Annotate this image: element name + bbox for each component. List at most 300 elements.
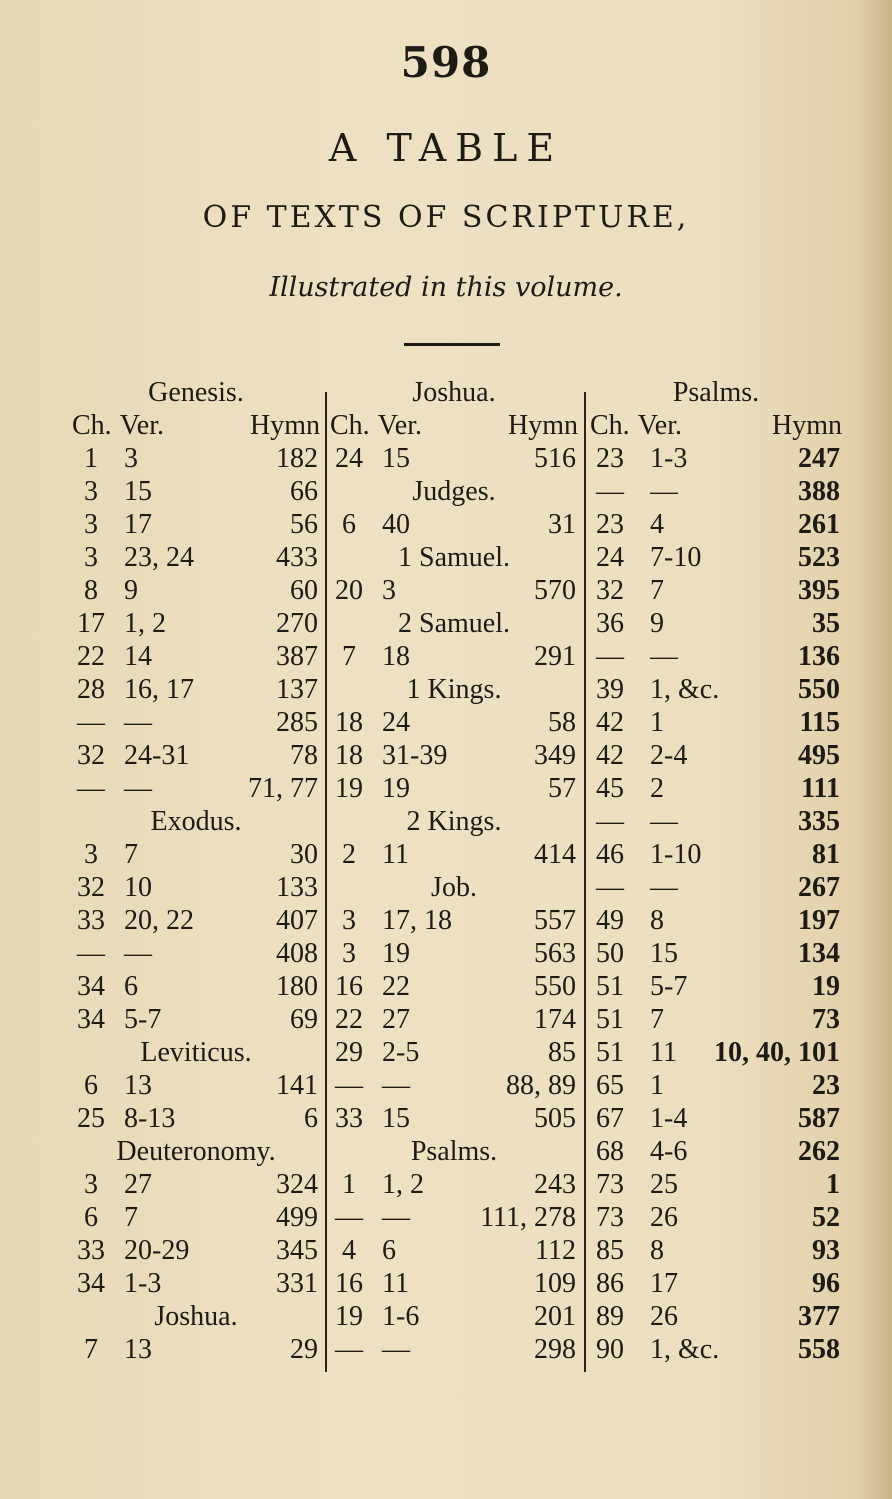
hymn-cell: 285 — [276, 707, 318, 738]
table-row — [590, 871, 842, 904]
chapter-cell: 32 — [77, 740, 105, 771]
hymn-cell: 550 — [534, 971, 576, 1002]
verse-cell: 15 — [124, 476, 152, 507]
hymn-cell: 111, 278 — [480, 1202, 576, 1233]
table-row — [590, 1003, 842, 1036]
book-heading: Leviticus. — [140, 1037, 252, 1068]
hymn-cell: 433 — [276, 542, 318, 573]
table-row — [590, 640, 842, 673]
verse-cell: 31-39 — [382, 740, 448, 771]
chapter-cell: 3 — [342, 938, 356, 969]
chapter-cell: 1 — [342, 1169, 356, 1200]
hymn-cell: 495 — [798, 740, 840, 771]
chapter-cell: 45 — [596, 773, 624, 804]
chapter-cell: 29 — [335, 1037, 363, 1068]
chapter-cell: 8 — [84, 575, 98, 606]
hymn-header: Hymn — [772, 410, 842, 441]
chapter-cell: 32 — [596, 575, 624, 606]
verse-cell: 9 — [124, 575, 138, 606]
hymn-cell: 29 — [290, 1334, 318, 1365]
hymn-cell: 261 — [798, 509, 840, 540]
column-divider — [584, 392, 586, 1372]
chapter-cell: 3 — [84, 509, 98, 540]
verse-cell: 1, 2 — [124, 608, 166, 639]
book-heading: Exodus. — [150, 806, 242, 837]
table-row — [590, 574, 842, 607]
chapter-cell: 65 — [596, 1070, 624, 1101]
verse-cell: 15 — [382, 443, 410, 474]
chapter-cell: 3 — [84, 476, 98, 507]
verse-cell: 7-10 — [650, 542, 702, 573]
verse-cell: 5-7 — [650, 971, 688, 1002]
chapter-cell: 24 — [596, 542, 624, 573]
chapter-cell: 6 — [84, 1202, 98, 1233]
book-heading: Deuteronomy. — [116, 1136, 276, 1167]
table-row — [590, 1069, 842, 1102]
verse-cell: 1 — [650, 1070, 664, 1101]
hymn-cell: 298 — [534, 1334, 576, 1365]
table-row — [330, 1036, 578, 1069]
verse-cell: 8 — [650, 1235, 664, 1266]
hymn-cell: 324 — [276, 1169, 318, 1200]
verse-cell: 26 — [650, 1301, 678, 1332]
page-caption: Illustrated in this volume. — [269, 272, 623, 303]
table-row — [330, 739, 578, 772]
verse-cell: — — [650, 476, 678, 507]
chapter-cell: 20 — [335, 575, 363, 606]
verse-cell: 7 — [650, 1004, 664, 1035]
table-row — [330, 1102, 578, 1135]
chapter-cell: 3 — [84, 1169, 98, 1200]
table-row — [590, 1102, 842, 1135]
verse-cell: 1 — [650, 707, 664, 738]
chapter-cell: — — [77, 938, 105, 969]
verse-cell: 23, 24 — [124, 542, 194, 573]
verse-cell: 19 — [382, 938, 410, 969]
verse-cell: 18 — [382, 641, 410, 672]
verse-cell: — — [650, 806, 678, 837]
hymn-cell: 30 — [290, 839, 318, 870]
chapter-cell: — — [596, 872, 624, 903]
verse-cell: — — [382, 1334, 410, 1365]
hymn-cell: 19 — [812, 971, 840, 1002]
book-heading: 1 Samuel. — [398, 542, 510, 573]
chapter-cell: 25 — [77, 1103, 105, 1134]
hymn-cell: 60 — [290, 575, 318, 606]
chapter-cell: — — [596, 641, 624, 672]
hymn-cell: 81 — [812, 839, 840, 870]
table-row — [72, 706, 320, 739]
table-column-2 — [330, 376, 578, 1366]
table-row — [330, 1300, 578, 1333]
hymn-cell: 58 — [548, 707, 576, 738]
verse-header: Ver. — [377, 410, 423, 441]
chapter-cell: 51 — [596, 1037, 624, 1068]
chapter-cell: 89 — [596, 1301, 624, 1332]
title-rule — [404, 343, 500, 346]
chapter-cell: 86 — [596, 1268, 624, 1299]
chapter-cell: 18 — [335, 740, 363, 771]
column-header — [330, 409, 578, 442]
hymn-cell: 563 — [534, 938, 576, 969]
table-row — [330, 574, 578, 607]
table-row — [72, 673, 320, 706]
verse-cell: 9 — [650, 608, 664, 639]
book-heading: Joshua. — [154, 1301, 238, 1332]
hymn-cell: 414 — [534, 839, 576, 870]
chapter-cell: 19 — [335, 773, 363, 804]
verse-cell: 25 — [650, 1169, 678, 1200]
verse-cell: — — [124, 707, 152, 738]
verse-cell: 10 — [124, 872, 152, 903]
chapter-cell: 34 — [77, 971, 105, 1002]
chapter-cell: 28 — [77, 674, 105, 705]
table-column-3 — [590, 376, 842, 1366]
table-row — [72, 904, 320, 937]
verse-cell: 13 — [124, 1334, 152, 1365]
table-row — [590, 970, 842, 1003]
verse-cell: — — [650, 641, 678, 672]
table-row — [72, 739, 320, 772]
hymn-cell: 141 — [276, 1070, 318, 1101]
verse-cell: — — [124, 938, 152, 969]
verse-cell: 1-3 — [650, 443, 688, 474]
table-row — [72, 508, 320, 541]
chapter-cell: 2 — [342, 839, 356, 870]
table-row — [590, 607, 842, 640]
chapter-cell: 24 — [335, 443, 363, 474]
table-row — [330, 1333, 578, 1366]
verse-cell: 16, 17 — [124, 674, 194, 705]
page-subtitle: OF TEXTS OF SCRIPTURE, — [202, 200, 690, 235]
chapter-cell: 73 — [596, 1202, 624, 1233]
hymn-cell: 182 — [276, 443, 318, 474]
verse-cell: 14 — [124, 641, 152, 672]
verse-cell: 15 — [382, 1103, 410, 1134]
verse-cell: 1-3 — [124, 1268, 162, 1299]
table-row — [330, 706, 578, 739]
hymn-cell: 174 — [534, 1004, 576, 1035]
chapter-cell: 3 — [84, 542, 98, 573]
hymn-cell: 85 — [548, 1037, 576, 1068]
hymn-cell: 23 — [812, 1070, 840, 1101]
table-row — [72, 1003, 320, 1036]
table-row — [590, 1168, 842, 1201]
table-row — [330, 937, 578, 970]
verse-cell: 8-13 — [124, 1103, 176, 1134]
hymn-cell: 136 — [798, 641, 840, 672]
hymn-cell: 137 — [276, 674, 318, 705]
table-row — [330, 1267, 578, 1300]
hymn-cell: 395 — [798, 575, 840, 606]
verse-header: Ver. — [119, 410, 165, 441]
chapter-cell: 73 — [596, 1169, 624, 1200]
hymn-cell: 1 — [826, 1169, 840, 1200]
chapter-cell: 3 — [84, 839, 98, 870]
chapter-cell: 4 — [342, 1235, 356, 1266]
table-row — [590, 1234, 842, 1267]
hymn-cell: 109 — [534, 1268, 576, 1299]
book-heading: Psalms. — [672, 377, 760, 408]
chapter-cell: 6 — [84, 1070, 98, 1101]
hymn-cell: 407 — [276, 905, 318, 936]
table-row — [330, 1201, 578, 1234]
table-row — [590, 1036, 842, 1069]
chapter-cell: 6 — [342, 509, 356, 540]
hymn-cell: 71, 77 — [248, 773, 318, 804]
hymn-cell: 133 — [276, 872, 318, 903]
chapter-cell: 23 — [596, 443, 624, 474]
hymn-cell: 197 — [798, 905, 840, 936]
verse-cell: 13 — [124, 1070, 152, 1101]
chapter-cell: — — [596, 806, 624, 837]
hymn-cell: 180 — [276, 971, 318, 1002]
hymn-cell: 6 — [304, 1103, 318, 1134]
chapter-cell: 33 — [77, 1235, 105, 1266]
column-header — [590, 409, 842, 442]
chapter-cell: 32 — [77, 872, 105, 903]
page-title: A TABLE — [328, 126, 564, 170]
chapter-cell: 16 — [335, 971, 363, 1002]
table-row — [590, 838, 842, 871]
verse-cell: 11 — [382, 1268, 409, 1299]
verse-cell: 19 — [382, 773, 410, 804]
hymn-cell: 557 — [534, 905, 576, 936]
table-row — [72, 442, 320, 475]
verse-cell: 15 — [650, 938, 678, 969]
table-row — [72, 871, 320, 904]
table-row — [330, 904, 578, 937]
verse-cell: 7 — [650, 575, 664, 606]
hymn-cell: 31 — [548, 509, 576, 540]
verse-cell: 17 — [124, 509, 152, 540]
chapter-header: Ch. — [330, 410, 370, 441]
chapter-cell: 90 — [596, 1334, 624, 1365]
table-row — [330, 1234, 578, 1267]
hymn-cell: 291 — [534, 641, 576, 672]
book-heading: Joshua. — [412, 377, 496, 408]
hymn-header: Hymn — [508, 410, 578, 441]
hymn-cell: 243 — [534, 1169, 576, 1200]
chapter-cell: 51 — [596, 1004, 624, 1035]
chapter-cell: 36 — [596, 608, 624, 639]
table-row — [72, 1069, 320, 1102]
chapter-cell: 17 — [77, 608, 105, 639]
book-heading: Genesis. — [148, 377, 244, 408]
verse-cell: 27 — [382, 1004, 410, 1035]
chapter-header: Ch. — [590, 410, 630, 441]
table-row — [72, 1102, 320, 1135]
book-heading: Judges. — [412, 476, 496, 507]
table-row — [330, 442, 578, 475]
verse-cell: — — [382, 1202, 410, 1233]
table-row — [330, 1003, 578, 1036]
table-row — [330, 1069, 578, 1102]
table-row — [590, 805, 842, 838]
table-row — [72, 937, 320, 970]
hymn-cell: 66 — [290, 476, 318, 507]
page-number: 598 — [400, 38, 492, 87]
hymn-cell: 35 — [812, 608, 840, 639]
table-row — [72, 1267, 320, 1300]
table-row — [590, 442, 842, 475]
table-row — [72, 1333, 320, 1366]
verse-cell: 1-4 — [650, 1103, 688, 1134]
hymn-cell: 73 — [812, 1004, 840, 1035]
hymn-cell: 499 — [276, 1202, 318, 1233]
chapter-cell: 51 — [596, 971, 624, 1002]
chapter-cell: 33 — [77, 905, 105, 936]
hymn-cell: 111 — [801, 773, 840, 804]
table-row — [72, 1201, 320, 1234]
table-row — [590, 1300, 842, 1333]
hymn-cell: 558 — [798, 1334, 840, 1365]
hymn-cell: 349 — [534, 740, 576, 771]
book-heading: 2 Samuel. — [398, 608, 510, 639]
verse-cell: 3 — [382, 575, 396, 606]
verse-cell: 20, 22 — [124, 905, 194, 936]
chapter-cell: — — [596, 476, 624, 507]
hymn-cell: 93 — [812, 1235, 840, 1266]
hymn-cell: 387 — [276, 641, 318, 672]
verse-cell: 11 — [382, 839, 409, 870]
table-row — [590, 904, 842, 937]
verse-header: Ver. — [637, 410, 683, 441]
chapter-cell: 67 — [596, 1103, 624, 1134]
chapter-cell: 42 — [596, 740, 624, 771]
chapter-cell: 68 — [596, 1136, 624, 1167]
verse-cell: 6 — [124, 971, 138, 1002]
table-row — [72, 574, 320, 607]
table-row — [72, 541, 320, 574]
hymn-cell: 270 — [276, 608, 318, 639]
verse-cell: 6 — [382, 1235, 396, 1266]
column-header — [72, 409, 320, 442]
table-row — [330, 970, 578, 1003]
verse-cell: — — [124, 773, 152, 804]
hymn-cell: 69 — [290, 1004, 318, 1035]
verse-cell: 17, 18 — [382, 905, 452, 936]
table-row — [330, 1168, 578, 1201]
chapter-cell: 1 — [84, 443, 98, 474]
verse-cell: 4-6 — [650, 1136, 688, 1167]
table-row — [590, 475, 842, 508]
verse-cell: 1, &c. — [650, 674, 720, 705]
hymn-cell: 408 — [276, 938, 318, 969]
table-row — [330, 640, 578, 673]
table-row — [590, 772, 842, 805]
table-row — [590, 1333, 842, 1366]
book-heading: Job. — [431, 872, 477, 903]
column-divider — [325, 392, 327, 1372]
table-row — [72, 1168, 320, 1201]
verse-cell: 1, &c. — [650, 1334, 720, 1365]
chapter-cell: 7 — [84, 1334, 98, 1365]
hymn-cell: 88, 89 — [506, 1070, 576, 1101]
table-row — [590, 937, 842, 970]
hymn-cell: 96 — [812, 1268, 840, 1299]
table-row — [72, 838, 320, 871]
chapter-cell: 19 — [335, 1301, 363, 1332]
table-row — [590, 673, 842, 706]
hymn-cell: 331 — [276, 1268, 318, 1299]
hymn-cell: 52 — [812, 1202, 840, 1233]
chapter-cell: 42 — [596, 707, 624, 738]
chapter-cell: — — [335, 1202, 363, 1233]
hymn-cell: 112 — [535, 1235, 576, 1266]
verse-cell: 2 — [650, 773, 664, 804]
chapter-cell: 18 — [335, 707, 363, 738]
verse-cell: 3 — [124, 443, 138, 474]
hymn-cell: 57 — [548, 773, 576, 804]
table-row — [330, 508, 578, 541]
chapter-cell: 7 — [342, 641, 356, 672]
table-row — [590, 508, 842, 541]
hymn-cell: 516 — [534, 443, 576, 474]
chapter-cell: 50 — [596, 938, 624, 969]
hymn-cell: 134 — [798, 938, 840, 969]
chapter-cell: 34 — [77, 1004, 105, 1035]
table-row — [590, 1135, 842, 1168]
chapter-cell: — — [77, 707, 105, 738]
table-row — [72, 475, 320, 508]
verse-cell: 2-4 — [650, 740, 688, 771]
verse-cell: 22 — [382, 971, 410, 1002]
chapter-cell: — — [77, 773, 105, 804]
hymn-cell: 587 — [798, 1103, 840, 1134]
hymn-cell: 201 — [534, 1301, 576, 1332]
hymn-cell: 345 — [276, 1235, 318, 1266]
verse-cell: — — [650, 872, 678, 903]
hymn-header: Hymn — [250, 410, 320, 441]
hymn-cell: 78 — [290, 740, 318, 771]
table-row — [72, 772, 320, 805]
hymn-cell: 550 — [798, 674, 840, 705]
hymn-cell: 267 — [798, 872, 840, 903]
verse-cell: 7 — [124, 839, 138, 870]
chapter-cell: 34 — [77, 1268, 105, 1299]
verse-cell: 40 — [382, 509, 410, 540]
table-row — [590, 541, 842, 574]
hymn-cell: 10, 40, 101 — [714, 1037, 840, 1068]
chapter-cell: 33 — [335, 1103, 363, 1134]
table-row — [590, 1267, 842, 1300]
hymn-cell: 335 — [798, 806, 840, 837]
table-row — [590, 739, 842, 772]
hymn-cell: 377 — [798, 1301, 840, 1332]
verse-cell: 5-7 — [124, 1004, 162, 1035]
chapter-cell: 46 — [596, 839, 624, 870]
book-heading: Psalms. — [410, 1136, 498, 1167]
chapter-cell: 22 — [335, 1004, 363, 1035]
verse-cell: 20-29 — [124, 1235, 190, 1266]
chapter-header: Ch. — [72, 410, 112, 441]
book-heading: 1 Kings. — [406, 674, 502, 705]
table-row — [590, 706, 842, 739]
verse-cell: 24-31 — [124, 740, 190, 771]
chapter-cell: 22 — [77, 641, 105, 672]
verse-cell: 11 — [650, 1037, 677, 1068]
hymn-cell: 262 — [798, 1136, 840, 1167]
chapter-cell: 16 — [335, 1268, 363, 1299]
verse-cell: 1-6 — [382, 1301, 420, 1332]
hymn-cell: 570 — [534, 575, 576, 606]
hymn-cell: 247 — [798, 443, 840, 474]
table-row — [72, 607, 320, 640]
hymn-cell: 115 — [799, 707, 840, 738]
hymn-cell: 388 — [798, 476, 840, 507]
table-row — [72, 970, 320, 1003]
